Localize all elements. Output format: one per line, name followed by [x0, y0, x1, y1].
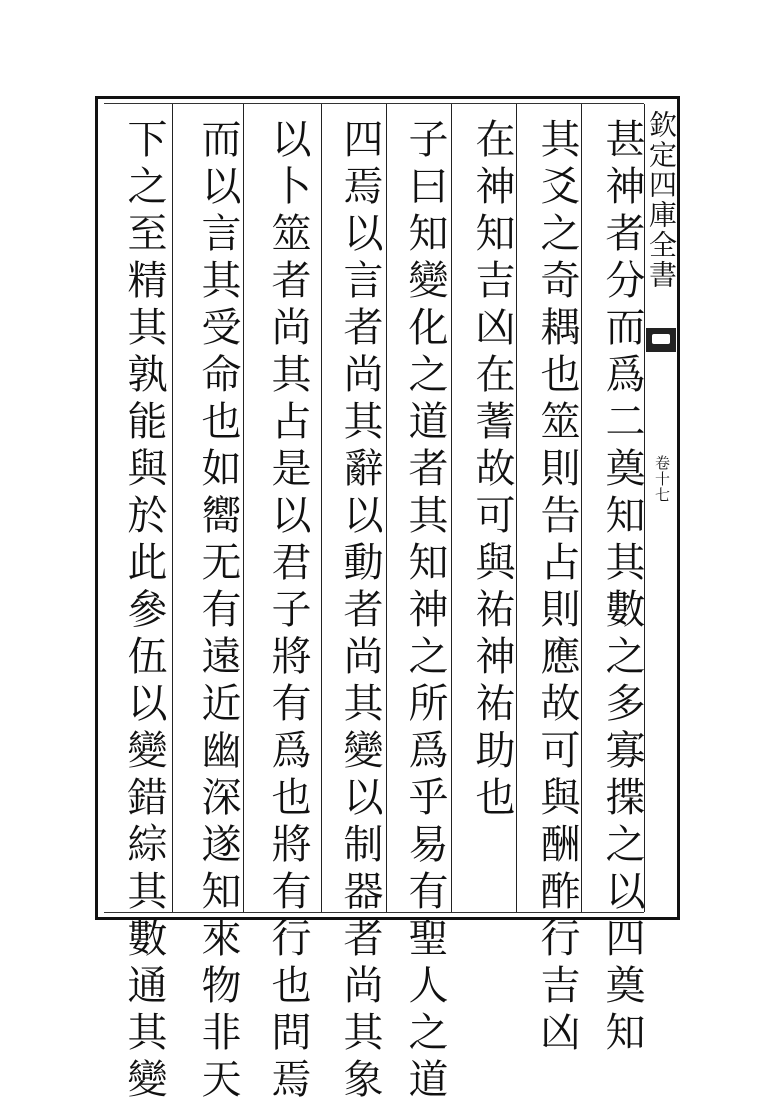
- column-divider: [386, 104, 387, 912]
- column-divider: [451, 104, 452, 912]
- column-divider: [321, 104, 322, 912]
- margin-juan-number: 卷十七: [653, 455, 671, 503]
- text-column-5: 四焉以言者尚其辭以動者尚其變以制器者尚其象: [337, 118, 383, 1105]
- text-column-4: 子曰知變化之道者其知神之所爲乎易有聖人之道: [402, 118, 448, 1105]
- page-frame: [95, 96, 680, 920]
- frame-inner-top-rule: [104, 103, 644, 104]
- margin-title: 欽定四庫全書: [645, 110, 678, 290]
- column-divider: [172, 104, 173, 912]
- text-column-3: 在神知吉凶在蓍故可與祐神祐助也: [469, 118, 515, 823]
- fish-tail-mark-icon: [646, 328, 676, 352]
- text-column-2: 其爻之奇耦也筮則告占則應故可與酬酢行吉凶: [534, 118, 580, 1058]
- text-column-8: 下之至精其孰能與於此參伍以變錯綜其數通其變: [121, 118, 167, 1105]
- text-column-6: 以卜筮者尚其占是以君子將有爲也將有行也問焉: [265, 118, 311, 1105]
- text-column-1: 甚神者分而爲二奠知其數之多寡揲之以四奠知: [599, 118, 645, 1058]
- text-column-7: 而以言其受命也如嚮无有遠近幽深遂知來物非天: [195, 118, 241, 1105]
